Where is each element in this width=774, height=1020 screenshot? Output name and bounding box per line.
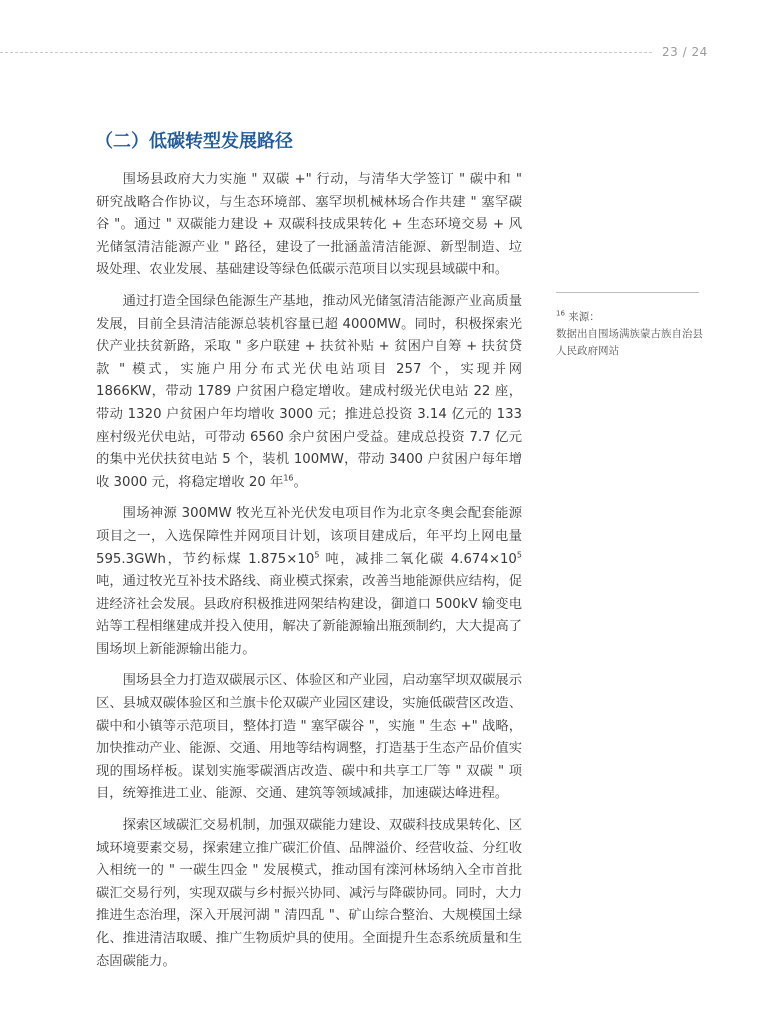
paragraph-3-part-b: 吨，减排二氧化碳 4.674×10 — [319, 551, 517, 567]
footnote-mark: 16 — [556, 309, 565, 318]
paragraph-2 — [96, 291, 522, 494]
section-title: （二）低碳转型发展路径 — [95, 131, 293, 152]
page-indicator: 23 / 24 — [662, 45, 708, 59]
paragraph-3 — [96, 503, 522, 661]
paragraph-2-end: 。 — [293, 474, 307, 490]
paragraph-3-part-a: 围场神源 300MW 牧光互补光伏发电项目作为北京冬奥会配套能源项目之一，入选保障性并网项目计划，该项目建成后，年平均上网电量 595.3GWh，节约标煤 1.875×10 — [96, 506, 522, 567]
paragraph-5: 探索区域碳汇交易机制，加强双碳能力建设、双碳科技成果转化、区域环境要素交易，探索建立推广碳汇价值、品牌溢价、经营收益、分红收入相统一的 " 一碳生四金 " 发展模式，推动国有滦河林场纳入全市首批碳汇交易行列，实现双碳与乡村振兴协同、减污与降碳协同。同时，大力推进生态治理，深入开展河湖 " 清四乱 "、矿山综合整治、大规模国土绿化、推进清洁取暖、推广生物质炉具的使用。全面提升生态系统质量和生态固碳能力。 — [96, 818, 522, 969]
paragraph-2-text: 通过打造全国绿色能源生产基地，推动风光储氢清洁能源产业高质量发展，目前全县清洁能源总装机容量已超 4000MW。同时，积极探索光伏产业扶贫新路，采取 " 多户联建 + 扶贫补贴 + 贫困户自筹 + 扶贫贷款 " 模式，实施户用分布式光伏电站项目 257 个，实现并网 1866KW，带动 1789 户贫困户稳定增收。建成村级光伏电站 22 座，带动 1320 户贫困户年均增收 3000 元；推进总投资 3.14 亿元的 133 座村级光伏电站，可带动 6560 余户贫困户受益。建成总投资 7.7 亿元的集中光伏扶贫电站 5 个，装机 100MW，带动 3400 户贫困户每年增收 3000 元，将稳定增收 20 年 — [96, 293, 522, 490]
header-divider — [0, 52, 652, 53]
footnote — [556, 309, 704, 360]
body-text — [96, 169, 522, 982]
footnote-text: 数据出自围场满族蒙古族自治县人民政府网站 — [556, 328, 703, 357]
paragraph-3-part-c: 吨，通过牧光互补技术路线、商业模式探索，改善当地能源供应结构，促进经济社会发展。县政府积极推进网架结构建设，御道口 500kV 输变电站等工程相继建成并投入使用，解决了新能源输出瓶颈制约，大大提高了围场坝上新能源输出能力。 — [96, 574, 522, 657]
footnote-ref-16: 16 — [283, 473, 294, 483]
paragraph-4: 围场县全力打造双碳展示区、体验区和产业园，启动塞罕坝双碳展示区、县城双碳体验区和兰旗卡伦双碳产业园区建设，实施低碳营区改造、碳中和小镇等示范项目，整体打造 " 塞罕碳谷 "，实施 " 生态 +" 战略，加快推动产业、能源、交通、用地等结构调整，打造基于生态产品价值实现的围场样板。谋划实施零碳酒店改造、碳中和共享工厂等 " 双碳 " 项目，统筹推进工业、能源、交通、建筑等领域减排，加速碳达峰进程。 — [96, 673, 522, 802]
footnote-label: 来源： — [568, 311, 600, 323]
exponent-2: 5 — [516, 550, 522, 560]
footnote-divider — [556, 292, 699, 293]
exponent-1: 5 — [314, 550, 320, 560]
paragraph-1: 围场县政府大力实施 " 双碳 +" 行动，与清华大学签订 " 碳中和 " 研究战略合作协议，与生态环境部、塞罕坝机械林场合作共建 " 塞罕碳谷 "。通过 " 双碳能力建设 + 双碳科技成果转化 + 生态环境交易 + 风光储氢清洁能源产业 " 路径，建设了一批涵盖清洁能源、新型制造、垃圾处理、农业发展、基础建设等绿色低碳示范项目以实现县域碳中和。 — [96, 172, 522, 278]
footnote-header — [556, 309, 704, 326]
